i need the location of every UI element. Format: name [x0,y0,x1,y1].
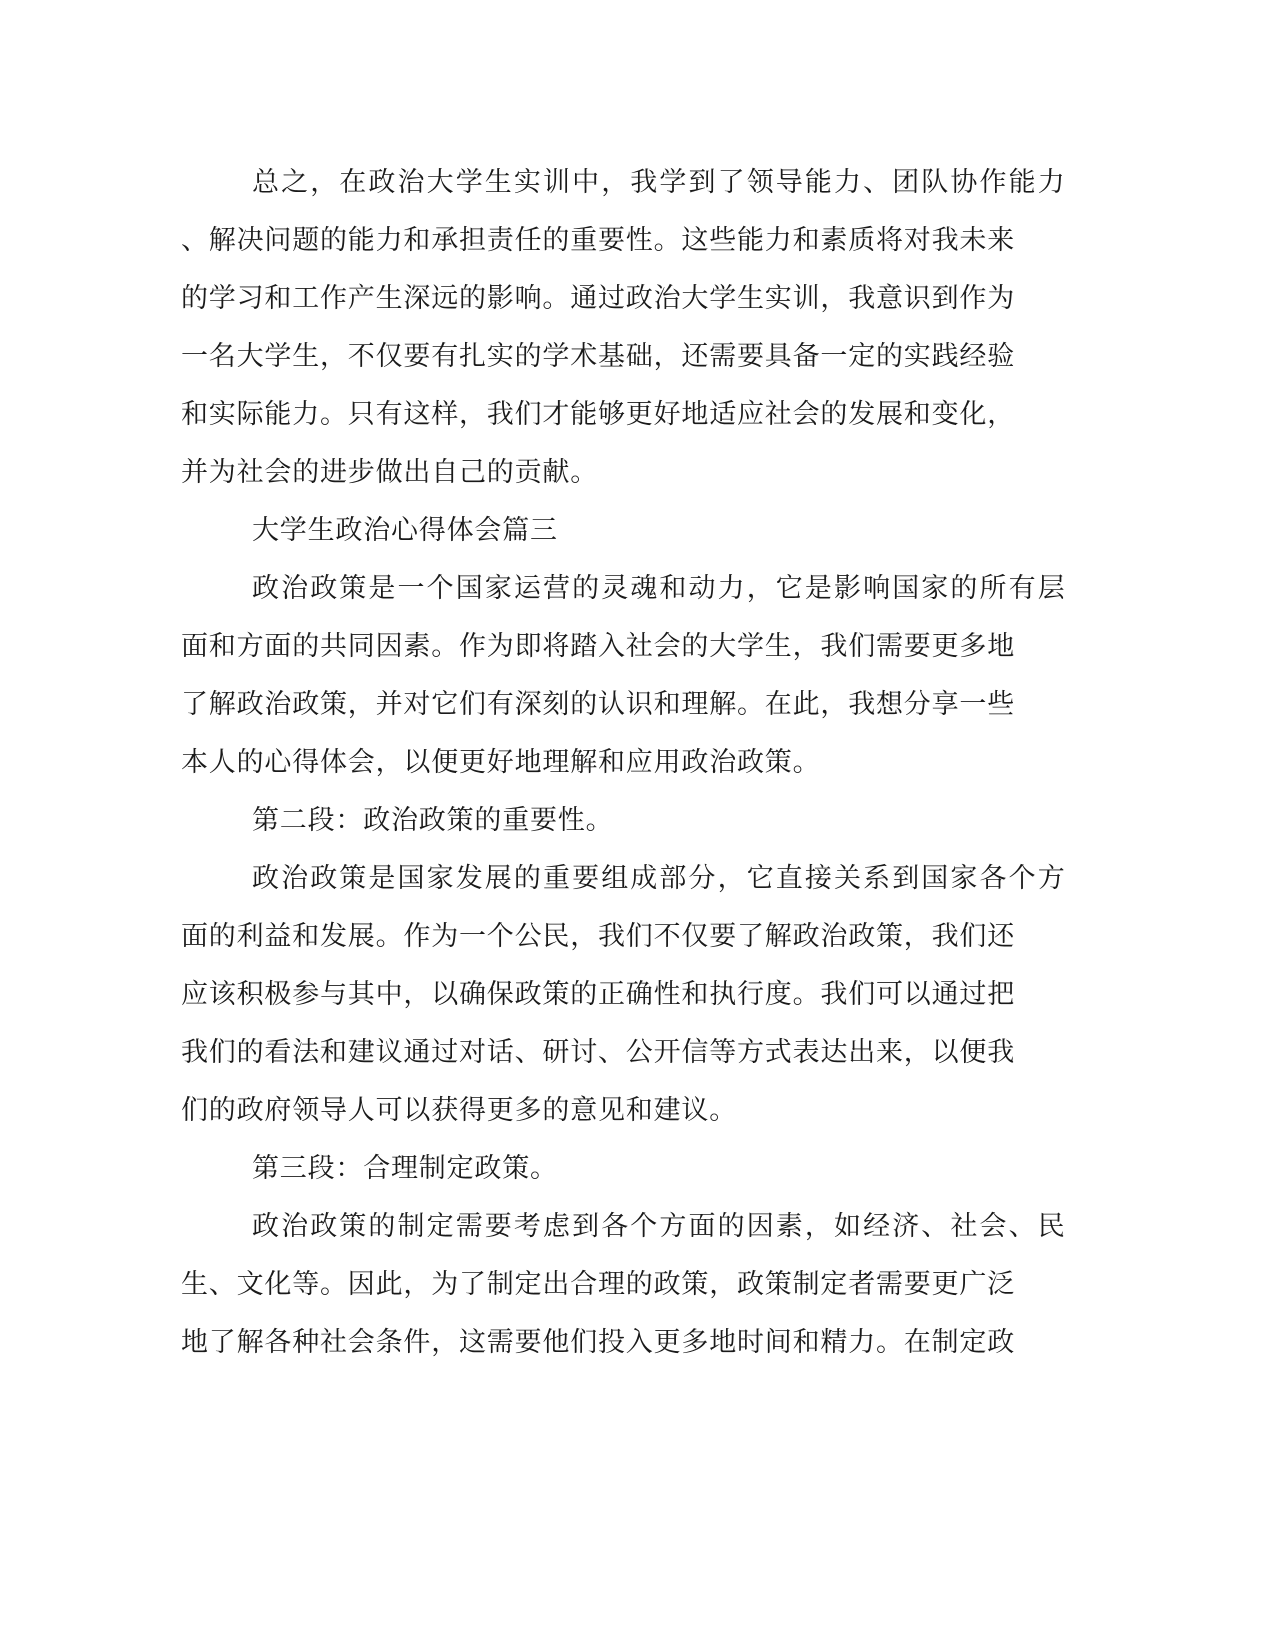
text-line: 应该积极参与其中，以确保政策的正确性和执行度。我们可以通过把 [181,979,1015,1010]
text-line: 政治政策的制定需要考虑到各个方面的因素，如经济、社会、民 [252,1211,1067,1242]
text-line: 总之，在政治大学生实训中，我学到了领导能力、团队协作能力 [252,167,1067,198]
text-line: 和实际能力。只有这样，我们才能够更好地适应社会的发展和变化， [181,399,1015,430]
section-heading: 大学生政治心得体会篇三 [252,515,558,546]
text-line: 们的政府领导人可以获得更多的意见和建议。 [181,1095,737,1126]
text-line: 面的利益和发展。作为一个公民，我们不仅要了解政治政策，我们还 [181,921,1015,952]
section-heading: 第二段：政治政策的重要性。 [252,805,614,836]
text-line: 了解政治政策，并对它们有深刻的认识和理解。在此，我想分享一些 [181,689,1015,720]
text-line: 地了解各种社会条件，这需要他们投入更多地时间和精力。在制定政 [181,1327,1015,1358]
text-line: 并为社会的进步做出自己的贡献。 [181,457,598,488]
text-line: 政治政策是一个国家运营的灵魂和动力，它是影响国家的所有层 [252,573,1067,604]
text-line: 面和方面的共同因素。作为即将踏入社会的大学生，我们需要更多地 [181,631,1015,662]
text-line: 我们的看法和建议通过对话、研讨、公开信等方式表达出来，以便我 [181,1037,1015,1068]
section-heading: 第三段：合理制定政策。 [252,1153,558,1184]
text-line: 、解决问题的能力和承担责任的重要性。这些能力和素质将对我未来 [181,225,1015,256]
text-line: 一名大学生，不仅要有扎实的学术基础，还需要具备一定的实践经验 [181,341,1015,372]
text-line: 的学习和工作产生深远的影响。通过政治大学生实训，我意识到作为 [181,283,1015,314]
text-line: 本人的心得体会，以便更好地理解和应用政治政策。 [181,747,821,778]
text-line: 政治政策是国家发展的重要组成部分，它直接关系到国家各个方 [252,863,1067,894]
text-line: 生、文化等。因此，为了制定出合理的政策，政策制定者需要更广泛 [181,1269,1015,1300]
